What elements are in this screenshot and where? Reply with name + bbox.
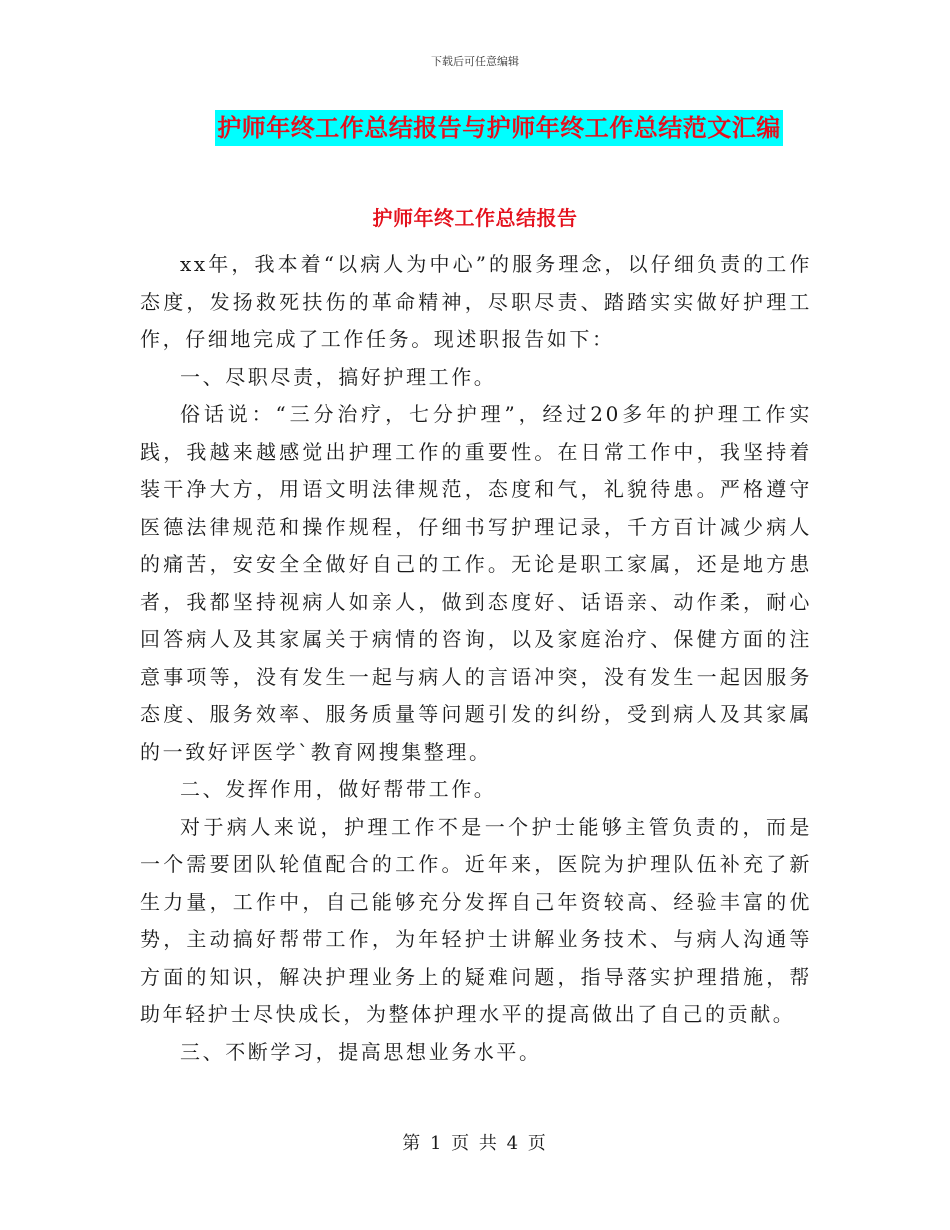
section-heading-2: 二、发挥作用，做好帮带工作。 — [180, 777, 497, 801]
header-note: 下载后可任意编辑 — [431, 55, 519, 68]
main-title-wrap — [0, 110, 950, 146]
paragraph-section-1: 俗话说：“三分治疗，七分护理”，经过20多年的护理工作实践，我越来越感觉出护理工作的重要性。在日常工作中，我坚持着装干净大方，用语文明法律规范，态度和气，礼貌待患。严格遵守医德法律规范和操作规程，仔细书写护理记录，千方百计减少病人的痛苦，安安全全做好自己的工作。无论是职工家属，还是地方患者，我都坚持视病人如亲人，做到态度好、话语亲、动作柔，耐心回答病人及其家属关于病情的咨询，以及家庭治疗、保健方面的注意事项等，没有发生一起与病人的言语冲突，没有发生一起因服务态度、服务效率、服务质量等问题引发的纠纷，受到病人及其家属的一致好评医学`教育网搜集整理。 — [140, 402, 812, 764]
page-footer: 第 1 页 共 4 页 — [402, 1133, 548, 1154]
section-heading-1: 一、尽职尽责，搞好护理工作。 — [180, 364, 497, 389]
paragraph-section-2: 对于病人来说，护理工作不是一个护士能够主管负责的，而是一个需要团队轮值配合的工作。近年来，医院为护理队伍补充了新生力量，工作中，自己能够充分发挥自己年资较高、经验丰富的优势，主动搞好帮带工作，为年轻护士讲解业务技术、与病人沟通等方面的知识，解决护理业务上的疑难问题，指导落实护理措施，帮助年轻护士尽快成长，为整体护理水平的提高做出了自己的贡献。 — [140, 814, 812, 1026]
paragraph-intro: xx年，我本着“以病人为中心”的服务理念，以仔细负责的工作态度，发扬救死扶伤的革命精神，尽职尽责、踏踏实实做好护理工作，仔细地完成了工作任务。现述职报告如下： — [140, 252, 812, 351]
main-title: 护师年终工作总结报告与护师年终工作总结范文汇编 — [215, 110, 783, 146]
sub-title: 护师年终工作总结报告 — [372, 206, 578, 230]
body-text — [140, 246, 812, 1071]
section-heading-3: 三、不断学习，提高思想业务水平。 — [180, 1039, 542, 1064]
